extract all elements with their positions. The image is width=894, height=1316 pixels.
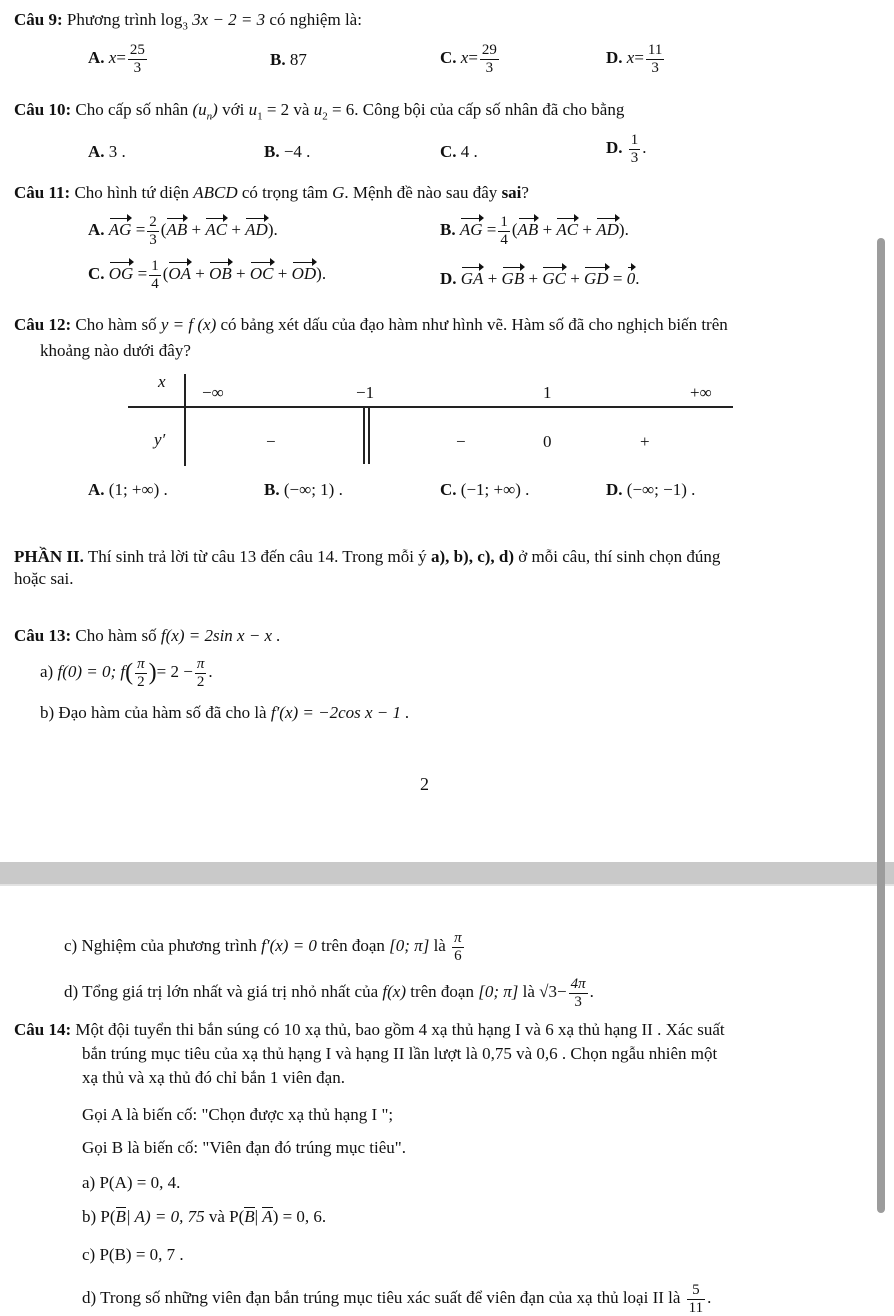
vertical-scrollbar[interactable] bbox=[877, 238, 885, 1213]
fraction: $\frac{1}{3}$ bbox=[630, 132, 639, 166]
q12-stem-line1: Câu 12: Cho hàm số y = f (x) có bảng xét dấu của đạo hàm như hình vẽ. Hàm số đã cho nghịch biến trên bbox=[14, 315, 728, 334]
part2-heading-line2: hoặc sai. bbox=[14, 569, 74, 588]
q14-stem-line3: xạ thủ và xạ thủ đó chỉ bắn 1 viên đạn. bbox=[82, 1068, 345, 1087]
table-double-bar-right bbox=[368, 408, 370, 464]
q9-label: Câu 9: bbox=[14, 10, 63, 29]
q13-label: Câu 13: bbox=[14, 626, 72, 645]
q12-option-a[interactable]: A. (1; +∞) . bbox=[88, 480, 168, 499]
q14-part-c[interactable]: c) P(B) = 0, 7 . bbox=[82, 1245, 184, 1264]
q12-stem-line2: khoảng nào dưới đây? bbox=[40, 341, 191, 360]
fraction: $\frac{4\pi}{3}$ bbox=[570, 976, 586, 1010]
q14-part-b[interactable]: b) P(B| A) = 0, 75 và P(B| A) = 0, 6. bbox=[82, 1207, 327, 1226]
q9-option-c[interactable]: C. x= $\frac{29}{3}$ bbox=[440, 42, 497, 76]
q11-label: Câu 11: bbox=[14, 183, 71, 202]
q12-label: Câu 12: bbox=[14, 315, 72, 334]
table-yprime-label: y′ bbox=[154, 430, 166, 449]
q10-option-b[interactable]: B. −4 . bbox=[264, 142, 311, 161]
fraction: $\frac{2}{3}$ bbox=[149, 214, 157, 248]
q13-stem: Câu 13: Cho hàm số f(x) = 2sin x − x . bbox=[14, 626, 281, 645]
table-x-value: −∞ bbox=[202, 383, 224, 402]
q9-stem: Câu 9: Phương trình $\log_3 3x - 2 = 3$ có nghiệm là: bbox=[14, 10, 362, 33]
q14-stem-line1: Câu 14: Một đội tuyển thi bắn súng có 10 xạ thủ, bao gồm 4 xạ thủ hạng I và 6 xạ thủ hạng II . Xác suất bbox=[14, 1020, 725, 1039]
q13-part-b[interactable]: b) Đạo hàm của hàm số đã cho là f′(x) = −2cos x − 1 . bbox=[40, 703, 410, 722]
page-break bbox=[0, 862, 894, 884]
table-double-bar-left bbox=[363, 408, 365, 464]
table-zero: 0 bbox=[543, 432, 552, 451]
q12-option-c[interactable]: C. (−1; +∞) . bbox=[440, 480, 530, 499]
q13-part-d[interactable]: d) Tổng giá trị lớn nhất và giá trị nhỏ nhất của f(x) trên đoạn [0; π] là √3− $\frac{4\pi}{3}$ . bbox=[64, 976, 594, 1010]
q13-part-c[interactable]: c) Nghiệm của phương trình f′(x) = 0 trên đoạn [0; π] là $\frac{\pi}{6}$ bbox=[64, 930, 462, 964]
q12-option-b[interactable]: B. (−∞; 1) . bbox=[264, 480, 343, 499]
fraction: $\frac{11}{3}$ bbox=[647, 42, 663, 76]
table-x-label: x bbox=[158, 372, 166, 391]
q10-option-c[interactable]: C. 4 . bbox=[440, 142, 478, 161]
table-x-value: 1 bbox=[543, 383, 552, 402]
page-break-edge bbox=[0, 884, 894, 886]
q10-stem: Câu 10: Cho cấp số nhân $(u_n)$ với $u_1 = 2$ và $u_2 = 6$. Công bội của cấp số nhân đã cho bằng bbox=[14, 100, 625, 123]
page-number: 2 bbox=[420, 774, 429, 794]
fraction: $\frac{\pi}{2}$ bbox=[196, 656, 205, 690]
table-divider-vertical bbox=[184, 374, 186, 466]
fraction: $\frac{1}{4}$ bbox=[151, 258, 159, 292]
fraction: $\frac{1}{4}$ bbox=[500, 214, 508, 248]
q14-event-b: Gọi B là biến cố: "Viên đạn đó trúng mục tiêu". bbox=[82, 1138, 406, 1157]
q14-stem-line2: bắn trúng mục tiêu của xạ thủ hạng I và hạng II lần lượt là 0,75 và 0,6 . Chọn ngẫu nhiên một bbox=[82, 1044, 718, 1063]
table-x-value: +∞ bbox=[690, 383, 712, 402]
part2-heading: PHẦN II. Thí sinh trả lời từ câu 13 đến câu 14. Trong mỗi ý a), b), c), d) ở mỗi câu, thí sinh chọn đúng bbox=[14, 547, 721, 566]
fraction: $\frac{\pi}{2}$ bbox=[137, 656, 145, 690]
fraction: $\frac{\pi}{6}$ bbox=[454, 930, 462, 964]
q11-option-d[interactable]: D. GA + GB + GC + GD = 0. bbox=[440, 266, 639, 289]
fraction: $\frac{5}{11}$ bbox=[688, 1282, 704, 1316]
q9-option-b[interactable]: B. 87 bbox=[270, 50, 307, 69]
q11-stem: Câu 11: Cho hình tứ diện ABCD có trọng tâm G. Mệnh đề nào sau đây sai? bbox=[14, 183, 529, 202]
q9-option-a[interactable]: A. x= $\frac{25}{3}$ bbox=[88, 42, 145, 76]
q10-option-d[interactable]: D. $\frac{1}{3}$ . bbox=[606, 132, 647, 166]
q14-part-a[interactable]: a) P(A) = 0, 4. bbox=[82, 1173, 181, 1192]
q10-label: Câu 10: bbox=[14, 100, 72, 119]
q10-option-a[interactable]: A. 3 . bbox=[88, 142, 126, 161]
table-sign: − bbox=[456, 432, 466, 451]
q12-option-d[interactable]: D. (−∞; −1) . bbox=[606, 480, 696, 499]
q11-option-a[interactable]: A. AG = $\frac{2}{3}$ (AB + AC + AD). bbox=[88, 214, 278, 248]
q9-option-d[interactable]: D. x= $\frac{11}{3}$ bbox=[606, 42, 663, 76]
table-x-value: −1 bbox=[356, 383, 375, 402]
q11-option-b[interactable]: B. AG = $\frac{1}{4}$ (AB + AC + AD). bbox=[440, 214, 629, 248]
q14-part-d[interactable]: d) Trong số những viên đạn bắn trúng mục tiêu xác suất để viên đạn của xạ thủ loại II là $\frac{5}{11}$ . bbox=[82, 1282, 712, 1316]
q14-event-a: Gọi A là biến cố: "Chọn được xạ thủ hạng I "; bbox=[82, 1105, 394, 1124]
q11-option-c[interactable]: C. OG = $\frac{1}{4}$ (OA + OB + OC + OD). bbox=[88, 258, 327, 292]
fraction: $\frac{25}{3}$ bbox=[129, 42, 145, 76]
fraction: $\frac{29}{3}$ bbox=[481, 42, 497, 76]
table-sign: − bbox=[266, 432, 276, 451]
q13-part-a[interactable]: a) f(0) = 0; f( $\frac{\pi}{2}$ )= 2 − $\frac{\pi}{2}$ . bbox=[40, 656, 213, 690]
table-divider-horizontal bbox=[128, 406, 733, 408]
q14-label: Câu 14: bbox=[14, 1020, 72, 1039]
table-sign: + bbox=[640, 432, 650, 451]
